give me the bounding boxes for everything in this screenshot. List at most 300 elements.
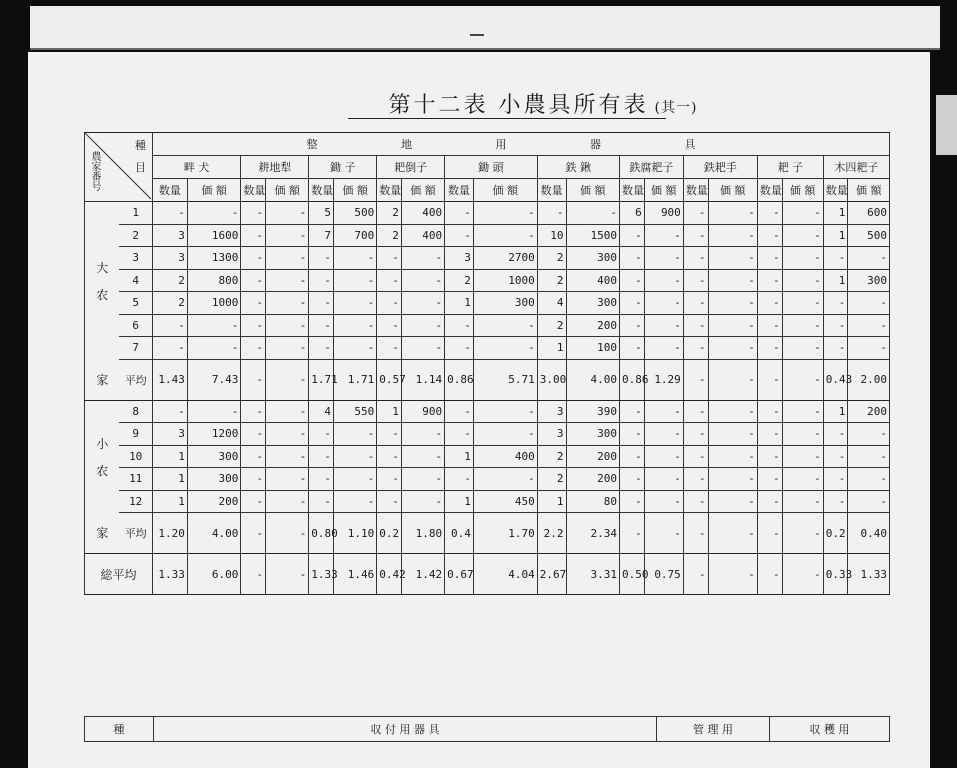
quantity-cell: 4 <box>537 292 566 315</box>
value-cell: 600 <box>848 202 890 225</box>
value-cell: 100 <box>566 337 620 360</box>
quantity-cell: 7 <box>309 224 334 247</box>
value-cell: 200 <box>187 490 241 513</box>
value-cell: - <box>473 337 537 360</box>
value-cell: 1500 <box>566 224 620 247</box>
value-cell: 1.71 <box>333 359 376 400</box>
quantity-cell: - <box>683 513 708 554</box>
quantity-cell: - <box>757 314 782 337</box>
value-cell: - <box>708 400 757 423</box>
value-header: 価 額 <box>782 179 823 202</box>
quantity-cell: - <box>241 468 266 491</box>
value-cell: - <box>708 337 757 360</box>
quantity-cell: - <box>377 490 402 513</box>
value-cell: - <box>333 314 376 337</box>
quantity-cell: - <box>757 247 782 270</box>
value-header: 価 額 <box>473 179 537 202</box>
value-cell: - <box>782 400 823 423</box>
table-row <box>85 423 890 446</box>
value-cell: - <box>644 513 683 554</box>
title-underline <box>348 118 666 119</box>
quantity-cell: 2 <box>537 314 566 337</box>
quantity-cell: - <box>377 247 402 270</box>
section-label-bottom: 家 <box>85 359 120 400</box>
value-cell: - <box>401 292 444 315</box>
tools-table <box>84 132 890 595</box>
average-label: 平均 <box>119 513 152 554</box>
quantity-header: 数量 <box>241 179 266 202</box>
value-cell: - <box>333 423 376 446</box>
quantity-header: 数量 <box>152 179 187 202</box>
quantity-cell: - <box>377 337 402 360</box>
value-header: 価 額 <box>708 179 757 202</box>
value-cell: 300 <box>566 292 620 315</box>
value-cell: - <box>708 202 757 225</box>
quantity-cell: - <box>309 423 334 446</box>
value-cell: - <box>187 400 241 423</box>
quantity-cell: - <box>823 337 848 360</box>
value-cell: - <box>333 247 376 270</box>
quantity-cell: 10 <box>537 224 566 247</box>
quantity-cell: - <box>377 423 402 446</box>
value-cell: - <box>266 292 309 315</box>
value-cell: - <box>266 554 309 595</box>
value-cell: - <box>187 337 241 360</box>
quantity-cell: - <box>757 468 782 491</box>
value-cell: 2.34 <box>566 513 620 554</box>
value-cell: 0.40 <box>848 513 890 554</box>
quantity-cell: - <box>445 400 474 423</box>
section-label <box>85 202 120 360</box>
quantity-cell: - <box>241 202 266 225</box>
quantity-cell: 2 <box>152 269 187 292</box>
section-label <box>85 400 120 513</box>
value-cell: 6.00 <box>187 554 241 595</box>
quantity-cell: - <box>377 468 402 491</box>
quantity-cell: - <box>445 224 474 247</box>
quantity-cell: 6 <box>620 202 645 225</box>
value-header: 価 額 <box>187 179 241 202</box>
quantity-cell: - <box>620 292 645 315</box>
quantity-cell: - <box>377 314 402 337</box>
value-cell: 4.04 <box>473 554 537 595</box>
value-cell: - <box>473 202 537 225</box>
column-header-row <box>85 156 890 179</box>
quantity-header: 数量 <box>445 179 474 202</box>
table-row <box>85 247 890 270</box>
farm-number: 10 <box>119 445 152 468</box>
value-cell: 400 <box>401 202 444 225</box>
quantity-cell: 0.86 <box>445 359 474 400</box>
quantity-cell: - <box>683 468 708 491</box>
value-cell: - <box>782 292 823 315</box>
quantity-cell: - <box>683 423 708 446</box>
table-row <box>85 314 890 337</box>
quantity-cell: - <box>537 202 566 225</box>
value-cell: 500 <box>848 224 890 247</box>
column-header: 耕地犁 <box>241 156 309 179</box>
quantity-cell: 1 <box>823 269 848 292</box>
quantity-cell: - <box>309 337 334 360</box>
column-header: 木四耙子 <box>823 156 889 179</box>
quantity-cell: 2 <box>537 247 566 270</box>
quantity-cell: - <box>823 423 848 446</box>
value-cell: 700 <box>333 224 376 247</box>
quantity-cell: - <box>152 400 187 423</box>
quantity-cell: 1 <box>152 445 187 468</box>
value-cell: - <box>401 423 444 446</box>
farm-number: 1 <box>119 202 152 225</box>
quantity-cell: 1 <box>152 490 187 513</box>
quantity-cell: - <box>152 314 187 337</box>
quantity-cell: - <box>152 202 187 225</box>
value-cell: - <box>782 337 823 360</box>
quantity-cell: - <box>683 292 708 315</box>
farm-number: 5 <box>119 292 152 315</box>
value-cell: - <box>708 269 757 292</box>
value-cell: - <box>266 445 309 468</box>
table-row <box>85 202 890 225</box>
quantity-cell: 1.33 <box>309 554 334 595</box>
quantity-cell: 1 <box>152 468 187 491</box>
quantity-cell: - <box>241 269 266 292</box>
section-label-char: 农 <box>96 287 109 302</box>
value-cell: 1.42 <box>401 554 444 595</box>
overall-average-row <box>85 554 890 595</box>
value-cell: - <box>333 292 376 315</box>
value-header: 価 額 <box>566 179 620 202</box>
quantity-cell: - <box>683 202 708 225</box>
quantity-cell: 1 <box>537 337 566 360</box>
quantity-cell: - <box>620 224 645 247</box>
value-cell: - <box>473 400 537 423</box>
value-cell: 1000 <box>473 269 537 292</box>
quantity-cell: - <box>309 292 334 315</box>
value-cell: 550 <box>333 400 376 423</box>
value-cell: - <box>473 314 537 337</box>
quantity-cell: 0.57 <box>377 359 402 400</box>
quantity-cell: 1 <box>823 202 848 225</box>
value-cell: - <box>266 337 309 360</box>
document-page <box>28 52 930 768</box>
value-cell: - <box>644 490 683 513</box>
value-cell: - <box>401 468 444 491</box>
quantity-cell: - <box>241 314 266 337</box>
value-cell: - <box>266 247 309 270</box>
value-cell: 1000 <box>187 292 241 315</box>
quantity-cell: - <box>620 490 645 513</box>
quantity-header: 数量 <box>620 179 645 202</box>
quantity-cell: - <box>683 400 708 423</box>
value-cell: 200 <box>566 445 620 468</box>
quantity-cell: - <box>377 292 402 315</box>
value-cell: 900 <box>644 202 683 225</box>
section-label-char: 农 <box>96 463 109 478</box>
value-cell: - <box>848 423 890 446</box>
quantity-cell: 2 <box>537 468 566 491</box>
value-cell: - <box>187 314 241 337</box>
value-cell: 1600 <box>187 224 241 247</box>
quantity-cell: - <box>683 359 708 400</box>
value-cell: 1.70 <box>473 513 537 554</box>
value-cell: - <box>708 247 757 270</box>
quantity-cell: - <box>309 314 334 337</box>
previous-page-strip <box>30 6 940 50</box>
value-cell: - <box>333 490 376 513</box>
quantity-cell: 0.42 <box>377 554 402 595</box>
table-row <box>85 224 890 247</box>
quantity-cell: 0.80 <box>309 513 334 554</box>
quantity-cell: 3.00 <box>537 359 566 400</box>
value-header: 価 額 <box>401 179 444 202</box>
page-title <box>333 88 753 119</box>
value-cell: 3.31 <box>566 554 620 595</box>
value-cell: 400 <box>401 224 444 247</box>
quantity-cell: - <box>152 337 187 360</box>
quantity-cell: - <box>309 445 334 468</box>
quantity-cell: - <box>241 292 266 315</box>
value-cell: - <box>333 269 376 292</box>
quantity-cell: - <box>757 513 782 554</box>
farm-number: 2 <box>119 224 152 247</box>
quantity-cell: 2 <box>152 292 187 315</box>
quantity-cell: - <box>309 247 334 270</box>
value-cell: - <box>782 513 823 554</box>
value-cell: - <box>266 400 309 423</box>
section-label-char: 大 <box>96 260 109 275</box>
quantity-cell: 1.33 <box>152 554 187 595</box>
value-header: 価 額 <box>848 179 890 202</box>
value-cell: 1200 <box>187 423 241 446</box>
table-row <box>85 337 890 360</box>
value-cell: - <box>473 423 537 446</box>
value-cell: - <box>266 202 309 225</box>
value-cell: - <box>644 468 683 491</box>
page-edge <box>936 95 957 155</box>
quantity-cell: 1.71 <box>309 359 334 400</box>
quantity-cell: 3 <box>152 423 187 446</box>
value-cell: - <box>708 359 757 400</box>
value-cell: 1.80 <box>401 513 444 554</box>
quantity-cell: 0.67 <box>445 554 474 595</box>
value-cell: - <box>708 468 757 491</box>
value-cell: 1.46 <box>333 554 376 595</box>
quantity-cell: 1 <box>823 224 848 247</box>
value-cell: - <box>473 224 537 247</box>
value-cell: 4.00 <box>187 513 241 554</box>
value-cell: 4.00 <box>566 359 620 400</box>
quantity-cell: 2 <box>537 445 566 468</box>
quantity-cell: - <box>241 224 266 247</box>
value-cell: - <box>333 337 376 360</box>
farm-number: 8 <box>119 400 152 423</box>
value-cell: - <box>848 468 890 491</box>
value-cell: - <box>266 359 309 400</box>
quantity-cell: 2.67 <box>537 554 566 595</box>
quantity-cell: - <box>823 445 848 468</box>
value-cell: - <box>333 445 376 468</box>
quantity-header: 数量 <box>377 179 402 202</box>
value-cell: - <box>401 445 444 468</box>
value-cell: 200 <box>566 468 620 491</box>
value-cell: - <box>266 314 309 337</box>
value-cell: 200 <box>848 400 890 423</box>
table-row <box>85 400 890 423</box>
quantity-cell: - <box>620 423 645 446</box>
value-cell: 900 <box>401 400 444 423</box>
value-cell: - <box>782 359 823 400</box>
value-cell: 450 <box>473 490 537 513</box>
column-header: 耙 子 <box>757 156 823 179</box>
value-cell: - <box>333 468 376 491</box>
value-cell: - <box>644 445 683 468</box>
value-cell: 300 <box>566 423 620 446</box>
table-corner <box>85 133 153 202</box>
value-cell: - <box>266 423 309 446</box>
value-cell: - <box>266 513 309 554</box>
value-cell: - <box>708 224 757 247</box>
table-row <box>85 292 890 315</box>
value-cell: - <box>782 445 823 468</box>
value-cell: - <box>782 269 823 292</box>
quantity-cell: - <box>757 359 782 400</box>
quantity-header: 数量 <box>309 179 334 202</box>
value-cell: - <box>401 337 444 360</box>
value-cell: - <box>782 423 823 446</box>
column-header: 耙倒子 <box>377 156 445 179</box>
quantity-cell: 2 <box>537 269 566 292</box>
value-cell: - <box>644 400 683 423</box>
quantity-cell: 3 <box>152 224 187 247</box>
value-cell: - <box>708 445 757 468</box>
section-label-char: 小 <box>96 436 109 451</box>
quantity-cell: 1 <box>377 400 402 423</box>
quantity-cell: - <box>683 554 708 595</box>
quantity-cell: - <box>757 337 782 360</box>
quantity-cell: 1.43 <box>152 359 187 400</box>
quantity-cell: - <box>823 314 848 337</box>
value-cell: 390 <box>566 400 620 423</box>
value-cell: - <box>782 224 823 247</box>
farm-number: 9 <box>119 423 152 446</box>
value-cell: 1.14 <box>401 359 444 400</box>
quantity-cell: 1 <box>445 445 474 468</box>
value-cell: - <box>782 490 823 513</box>
lower-corner: 種 <box>85 717 154 742</box>
value-cell: - <box>708 490 757 513</box>
quantity-cell: - <box>241 400 266 423</box>
quantity-cell: - <box>620 445 645 468</box>
value-cell: 1300 <box>187 247 241 270</box>
quantity-cell: 1 <box>445 490 474 513</box>
quantity-cell: - <box>241 423 266 446</box>
value-cell: - <box>848 314 890 337</box>
farm-number: 4 <box>119 269 152 292</box>
value-cell: 2700 <box>473 247 537 270</box>
quantity-cell: - <box>309 490 334 513</box>
quantity-cell: - <box>445 423 474 446</box>
quantity-cell: 3 <box>152 247 187 270</box>
quantity-cell: - <box>823 247 848 270</box>
value-cell: - <box>266 224 309 247</box>
corner-kind: 種 <box>134 139 146 152</box>
quantity-cell: - <box>683 224 708 247</box>
table-row <box>85 445 890 468</box>
value-cell: - <box>848 247 890 270</box>
column-header: 鉄腐耙子 <box>620 156 684 179</box>
quantity-cell: - <box>241 359 266 400</box>
value-cell: 200 <box>566 314 620 337</box>
quantity-cell: 1 <box>537 490 566 513</box>
quantity-cell: - <box>757 400 782 423</box>
quantity-cell: 0.50 <box>620 554 645 595</box>
value-cell: - <box>644 314 683 337</box>
value-cell: 1.29 <box>644 359 683 400</box>
column-header: 鋤 子 <box>309 156 377 179</box>
quantity-cell: 4 <box>309 400 334 423</box>
quantity-cell: - <box>823 292 848 315</box>
quantity-header: 数量 <box>683 179 708 202</box>
corner-item: 目 <box>134 161 146 174</box>
quantity-cell: - <box>757 202 782 225</box>
value-cell: - <box>782 314 823 337</box>
table-row <box>85 468 890 491</box>
quantity-cell: 3 <box>537 400 566 423</box>
quantity-cell: - <box>757 423 782 446</box>
value-cell: - <box>782 247 823 270</box>
value-cell: - <box>187 202 241 225</box>
value-header: 価 額 <box>333 179 376 202</box>
average-label: 平均 <box>119 359 152 400</box>
average-row <box>85 359 890 400</box>
value-cell: 300 <box>566 247 620 270</box>
group-header: 整 地 用 器 具 <box>152 133 889 156</box>
quantity-header: 数量 <box>757 179 782 202</box>
quantity-cell: - <box>241 490 266 513</box>
quantity-cell: - <box>445 202 474 225</box>
table-row <box>85 490 890 513</box>
value-cell: 80 <box>566 490 620 513</box>
value-cell: 400 <box>566 269 620 292</box>
quantity-cell: - <box>757 224 782 247</box>
quantity-cell: - <box>757 554 782 595</box>
column-header: 鉄耙手 <box>683 156 757 179</box>
value-header: 価 額 <box>644 179 683 202</box>
value-cell: - <box>266 468 309 491</box>
quantity-cell: 2 <box>445 269 474 292</box>
quantity-cell: - <box>445 314 474 337</box>
quantity-cell: - <box>620 513 645 554</box>
value-cell: - <box>782 468 823 491</box>
quantity-cell: - <box>309 269 334 292</box>
quantity-cell: 3 <box>445 247 474 270</box>
quantity-cell: - <box>757 490 782 513</box>
value-cell: - <box>708 513 757 554</box>
value-cell: - <box>266 269 309 292</box>
value-cell: 800 <box>187 269 241 292</box>
overall-average-label: 総平均 <box>85 554 153 595</box>
value-cell: - <box>473 468 537 491</box>
value-cell: - <box>401 247 444 270</box>
quantity-cell: 1 <box>823 400 848 423</box>
column-header: 鋤 頭 <box>445 156 538 179</box>
value-cell: 400 <box>473 445 537 468</box>
quantity-cell: - <box>683 247 708 270</box>
lower-group-2: 管 理 用 <box>657 717 770 742</box>
value-cell: - <box>782 554 823 595</box>
section-label-bottom: 家 <box>85 513 120 554</box>
farm-number: 12 <box>119 490 152 513</box>
